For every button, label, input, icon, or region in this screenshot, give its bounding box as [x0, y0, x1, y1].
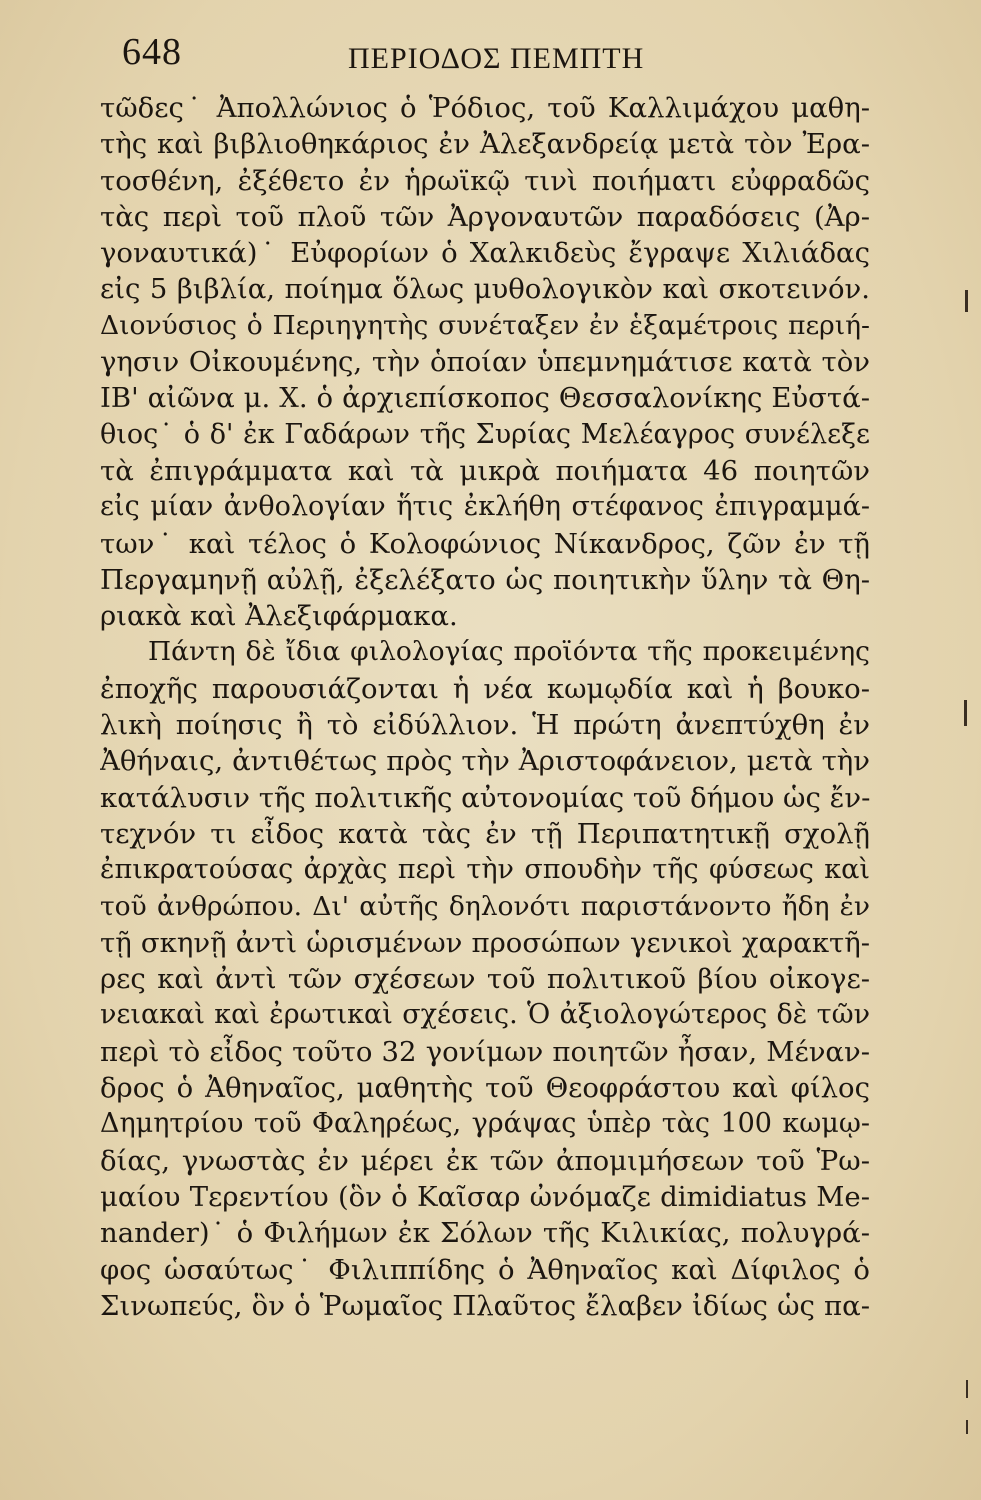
text-line: Διονύσιος ὁ Περιηγητὴς συνέταξεν ἐν ἑξαμέτροις περιή- — [100, 309, 870, 341]
page-header — [100, 28, 880, 88]
paragraph-first-line: Πάντη δὲ ἴδια φιλολογίας προϊόντα τῆς προκειμένης — [148, 636, 870, 668]
text-line: λικὴ ποίησις ἢ τὸ εἰδύλλιον. Ἡ πρώτη ἀνεπτύχθη ἐν — [100, 709, 870, 742]
page-number: 648 — [122, 31, 182, 73]
text-line: Περγαμηνῇ αὐλῇ, ἐξελέξατο ὡς ποιητικὴν ὕλην τὰ Θη- — [100, 563, 870, 596]
text-line: τῇ σκηνῇ ἀντὶ ὡρισμένων προσώπων γενικοὶ χαρακτῆ- — [100, 926, 870, 959]
text-line: μαίου Τερεντίου (ὃν ὁ Καῖσαρ ὠνόμαζε dimidiatus Me- — [100, 1180, 870, 1213]
text-line: τῶδες˙ Ἀπολλώνιος ὁ Ῥόδιος, τοῦ Καλλιμάχου μαθη- — [100, 92, 870, 124]
text-line: εἰς 5 βιβλία, ποίημα ὅλως μυθολογικὸν καὶ σκοτεινόν. — [100, 273, 870, 306]
text-line: δρος ὁ Ἀθηναῖος, μαθητὴς τοῦ Θεοφράστου καὶ φίλος — [100, 1072, 870, 1105]
text-line: τοῦ ἀνθρώπου. Δι' αὐτῆς δηλονότι παριστάνοντο ἤδη ἐν — [100, 890, 870, 922]
text-line: τεχνόν τι εἶδος κατὰ τὰς ἐν τῇ Περιπατητικῇ σχολῇ — [100, 817, 870, 850]
text-line: τὰς περὶ τοῦ πλοῦ τῶν Ἀργοναυτῶν παραδόσεις (Ἀρ- — [100, 200, 870, 233]
body-text — [100, 90, 870, 1324]
text-line: νειακαὶ καὶ ἐρωτικαὶ σχέσεις. Ὁ ἀξιολογώτερος δὲ τῶν — [100, 999, 870, 1031]
margin-tick-mark — [966, 1420, 968, 1434]
text-line: τὰ ἐπιγράμματα καὶ τὰ μικρὰ ποιήματα 46 ποιητῶν — [100, 454, 870, 487]
text-line: περὶ τὸ εἶδος τοῦτο 32 γονίμων ποιητῶν ἦσαν, Μέναν- — [100, 1035, 870, 1068]
text-line: δίας, γνωστὰς ἐν μέρει ἐκ τῶν ἀπομιμήσεων τοῦ Ῥω- — [100, 1144, 870, 1177]
text-line: φος ὡσαύτως˙ Φιλιππίδης ὁ Ἀθηναῖος καὶ Δίφιλος ὁ — [100, 1253, 870, 1286]
text-line: κατάλυσιν τῆς πολιτικῆς αὐτονομίας τοῦ δήμου ὡς ἔν- — [100, 781, 870, 814]
text-line: γησιν Οἰκουμένης, τὴν ὁποίαν ὑπεμνημάτισε κατὰ τὸν — [100, 346, 870, 379]
text-line: τοσθένη, ἐξέθετο ἐν ἡρωϊκῷ τινὶ ποιήματι εὐφραδῶς — [100, 164, 870, 197]
running-head: ΠΕΡΙΟΔΟΣ ΠΕΜΠΤΗ — [348, 42, 645, 75]
margin-tick-mark — [964, 700, 967, 726]
text-line: ρες καὶ ἀντὶ τῶν σχέσεων τοῦ πολιτικοῦ βίου οἰκογε- — [100, 963, 870, 996]
text-line: των˙ καὶ τέλος ὁ Κολοφώνιος Νίκανδρος, ζῶν ἐν τῇ — [100, 527, 870, 560]
text-line: nander)˙ ὁ Φιλήμων ἐκ Σόλων τῆς Κιλικίας, πολυγρά- — [100, 1217, 870, 1250]
text-line: Δημητρίου τοῦ Φαληρέως, γράψας ὑπὲρ τὰς 100 κωμῳ- — [100, 1108, 870, 1140]
text-line: ριακὰ καὶ Ἀλεξιφάρμακα. — [100, 600, 458, 633]
text-line: ἐποχῆς παρουσιάζονται ἡ νέα κωμῳδία καὶ ἡ βουκο- — [100, 672, 870, 705]
text-line: θιος˙ ὁ δ' ἐκ Γαδάρων τῆς Συρίας Μελέαγρος συνέλεξε — [100, 418, 870, 450]
margin-tick-mark — [966, 1380, 968, 1398]
text-line: Ἀθήναις, ἀντιθέτως πρὸς τὴν Ἀριστοφάνειον, μετὰ τὴν — [100, 745, 870, 778]
text-line: Σινωπεύς, ὃν ὁ Ῥωμαῖος Πλαῦτος ἔλαβεν ἰδίως ὡς πα- — [100, 1289, 870, 1322]
text-line: εἰς μίαν ἀνθολογίαν ἥτις ἐκλήθη στέφανος ἐπιγραμμά- — [100, 491, 870, 523]
text-line: γοναυτικά)˙ Εὐφορίων ὁ Χαλκιδεὺς ἔγραψε Χιλιάδας — [100, 237, 870, 270]
margin-tick-mark — [965, 290, 968, 312]
text-line: τὴς καὶ βιβλιοθηκάριος ἐν Ἀλεξανδρείᾳ μετὰ τὸν Ἐρα- — [100, 128, 870, 161]
text-line: ΙΒ' αἰῶνα μ. Χ. ὁ ἀρχιεπίσκοπος Θεσσαλονίκης Εὐστά- — [100, 382, 870, 415]
text-line: ἐπικρατούσας ἀρχὰς περὶ τὴν σπουδὴν τῆς φύσεως καὶ — [100, 854, 870, 886]
